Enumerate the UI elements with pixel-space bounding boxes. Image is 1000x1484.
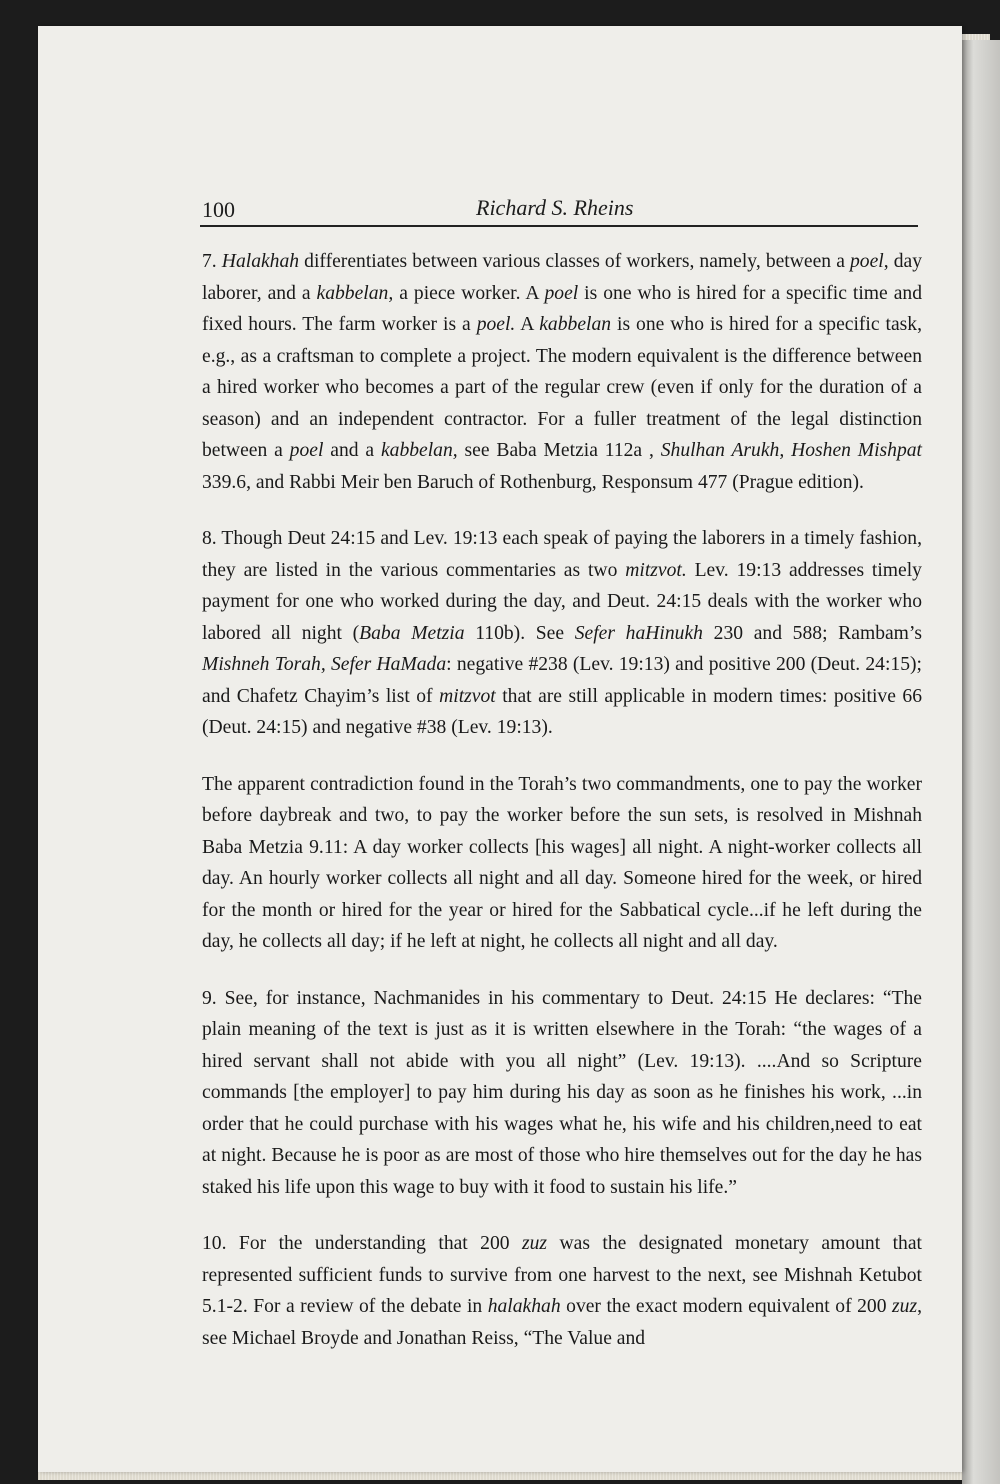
footnotes-body — [202, 246, 922, 1354]
text-run: over the exact modern equivalent of 200 — [560, 1296, 893, 1317]
running-head: Richard S. Rheins — [476, 195, 634, 220]
note-9-paragraph — [202, 983, 922, 1204]
text-run: differentiates between various classes of workers, namely, between a — [299, 251, 850, 272]
note-10-paragraph — [202, 1228, 922, 1354]
text-run: , see Michael Broyde and Jonathan Reiss, “The Value and — [202, 1296, 922, 1349]
italic-term: zuz — [892, 1296, 918, 1317]
italic-term: mitzvot — [439, 685, 496, 707]
italic-term: Baba Metzia — [359, 622, 465, 644]
page-number: 100 — [202, 197, 235, 222]
text-run: see Baba Metzia 112a , — [457, 440, 661, 461]
italic-term: zuz — [522, 1233, 548, 1254]
text-run: 339.6, and Rabbi Meir ben Baruch of Rothenburg, Responsum 477 (Prague edition). — [202, 471, 864, 493]
text-run: 8. Though Deut 24:15 and Lev. 19:13 each speak of paying the laborers in a timely fashion, they are listed in the various commentaries as two — [202, 528, 922, 581]
text-run: : negative #238 (Lev. 19:13) and positive 200 (Deut. 24:15); and Chafetz Chayim’s list of — [202, 654, 922, 707]
text-run: that are still applicable in modern times: positive 66 (Deut. 24:15) and negative #38 (Lev. 19:13). — [202, 685, 922, 738]
text-run: was the designated monetary amount that represented sufficient funds to survive from one harvest to the next, see Mishnah Ketubot 5.1-2. For a review of the debate in — [202, 1233, 922, 1317]
text-run: 9. See, for instance, Nachmanides in his commentary to Deut. 24:15 He declares: “The plain meaning of the text is just as it is written elsewhere in the Torah: “the wages of a hired servant shall not abide with you all night” (Lev. 19:13). ....And so Scripture commands [the employer] to pay him during his day as soon as he finishes his work, ...in order that he could purchase with his wages what he, his wife and his children,need to eat at night. Because he is poor as are most of those who hire themselves out for the day he has staked his life upon this wage to buy with it food to sustain his life.” — [202, 987, 922, 1198]
adjacent-page — [962, 40, 1000, 1484]
italic-term: poel — [289, 440, 324, 461]
text-run: is one who is hired for a specific task, e.g., as a craftsman to complete a project. The modern equivalent is the difference between a hired worker who becomes a part of the regular crew (even if only for the duration of a season) and an independent contractor. For a fuller treatment of the legal distinction between a — [202, 314, 922, 461]
note-7-paragraph — [202, 246, 922, 498]
note-8-paragraph — [202, 523, 922, 744]
italic-term: poel. — [476, 314, 516, 335]
italic-term: kabbelan, — [316, 282, 394, 304]
italic-term: halakhah — [487, 1296, 561, 1317]
text-run: A — [515, 314, 540, 335]
italic-term: kabbelan, — [380, 440, 458, 461]
text-run: Lev. 19:13 addresses timely payment for one who worked during the day, and Deut. 24:15 deals with the worker who labored all night ( — [202, 559, 922, 644]
text-run: , day laborer, and a — [202, 251, 923, 304]
text-run: 7. — [202, 251, 222, 272]
italic-term: Halakhah — [221, 251, 300, 272]
page-header — [200, 195, 918, 227]
italic-term: poel — [544, 282, 579, 304]
text-run: 110b). See — [464, 622, 575, 644]
italic-term: Sefer haHinukh — [574, 622, 703, 644]
text-run: a piece worker. A — [393, 282, 545, 304]
text-run: 230 and 588; Rambam’s — [702, 622, 922, 644]
italic-term: mitzvot. — [625, 559, 687, 581]
text-run: 10. For the understanding that 200 — [202, 1233, 522, 1254]
italic-term: kabbelan — [539, 314, 612, 335]
italic-term: Shulhan Arukh, Hoshen Mishpat — [660, 440, 923, 461]
italic-term: poel — [849, 251, 884, 272]
text-run: The apparent contradiction found in the Torah’s two commandments, one to pay the worker before daybreak and two, to pay the worker before the sun sets, is resolved in Mishnah Baba Metzia 9.11: A day worker collects [his wages] all night. A night-worker collects all day. An hourly worker collects all night and all day. Someone hired for the week, or hired for the month or hired for the year or hired for the Sabbatical cycle...if he left during the day, he collects all day; if he left at night, he collects all night and all day. — [202, 773, 922, 952]
text-run: and a — [323, 440, 381, 461]
text-run: is one who is hired for a specific time and fixed hours. The farm worker is a — [202, 282, 922, 335]
note-8-continued-paragraph — [202, 769, 922, 958]
italic-term: Mishneh Torah, Sefer HaMada — [202, 654, 447, 675]
